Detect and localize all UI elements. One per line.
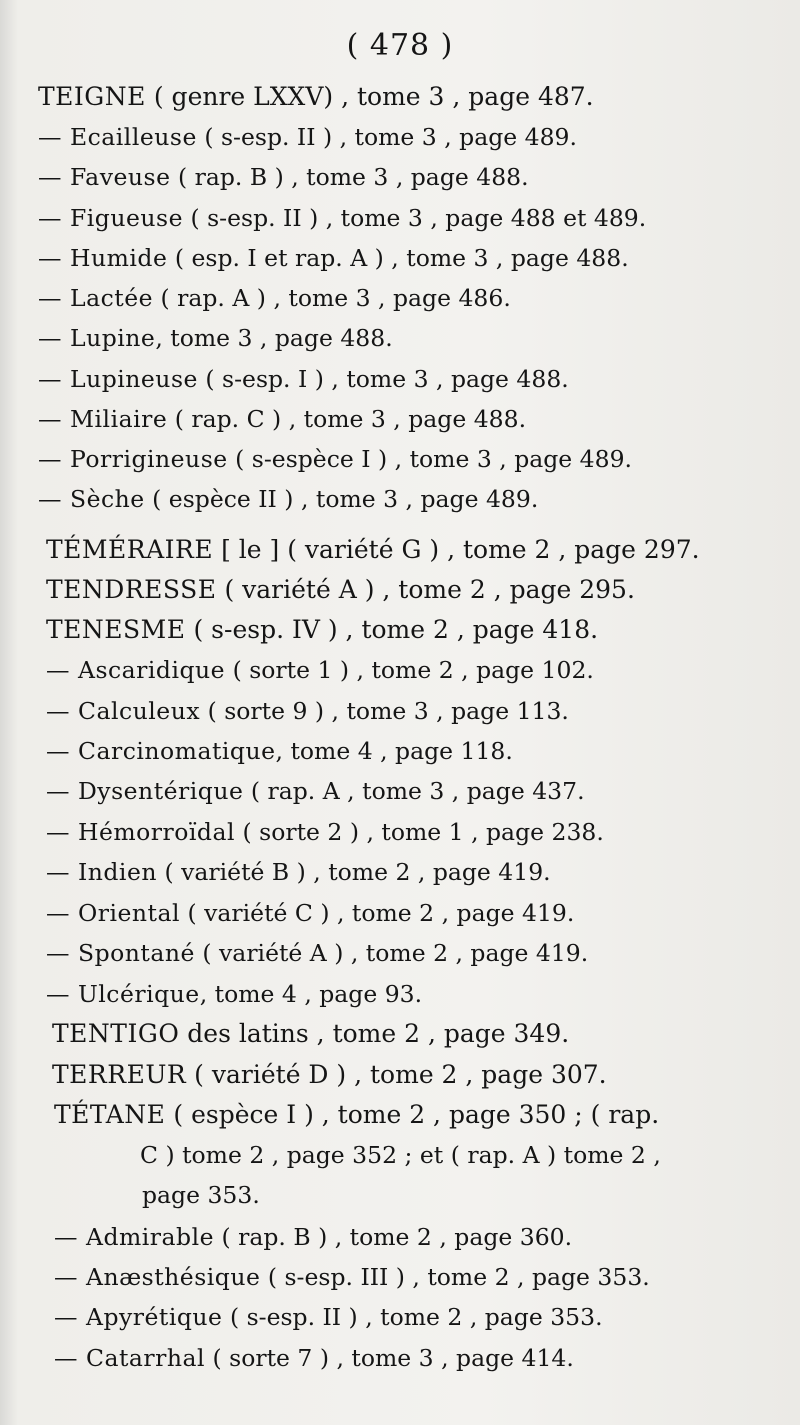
- entry-headword: — Porrigineuse: [38, 445, 228, 473]
- entry-reference: ( sorte 2 ) , tome 1 , page 238.: [242, 818, 604, 846]
- entry-reference: ( sorte 7 ) , tome 3 , page 414.: [212, 1344, 574, 1372]
- entry-headword: — Calculeux: [46, 697, 201, 725]
- entry-headword: — Oriental: [46, 899, 180, 927]
- entry-reference: ( rap. A , tome 3 , page 437.: [250, 777, 585, 805]
- index-entry: [38, 198, 646, 238]
- index-entry: [38, 238, 629, 278]
- entry-headword: — Sèche: [38, 485, 145, 513]
- entry-headword: — Lactée: [38, 284, 154, 312]
- entry-reference: ( variété B ) , tome 2 , page 419.: [164, 858, 551, 886]
- entry-reference: ( s-espèce I ) , tome 3 , page 489.: [235, 445, 632, 473]
- index-entry: [46, 530, 700, 570]
- entry-reference: , tome 4 , page 118.: [275, 737, 513, 765]
- entry-reference: , tome 3 , page 488.: [155, 324, 393, 352]
- entry-reference: ( rap. C ) , tome 3 , page 488.: [174, 405, 527, 433]
- index-entry: [38, 117, 577, 157]
- entry-reference: ( variété A ) , tome 2 , page 419.: [202, 939, 589, 967]
- entry-headword: — Admirable: [54, 1223, 214, 1251]
- entry-headword: TÉMÉRAIRE: [46, 535, 214, 564]
- index-entry: [52, 1014, 569, 1054]
- entry-reference: ( rap. B ) , tome 3 , page 488.: [177, 163, 529, 191]
- entry-reference: ( s-esp. II ) , tome 3 , page 488 et 489.: [190, 204, 647, 232]
- entry-headword: TEIGNE: [38, 82, 146, 111]
- entry-headword: TENDRESSE: [46, 575, 217, 604]
- entry-reference: ( genre LXXV) , tome 3 , page 487.: [153, 82, 594, 111]
- index-entry: [54, 1217, 572, 1257]
- entry-headword: — Anæsthésique: [54, 1263, 261, 1291]
- entry-reference: ( sorte 1 ) , tome 2 , page 102.: [232, 656, 594, 684]
- page-number: ( 478 ): [346, 28, 454, 63]
- entry-reference: ( s-esp. II ) , tome 3 , page 489.: [204, 123, 577, 151]
- entry-headword: — Hémorroïdal: [46, 818, 236, 846]
- index-entry: [38, 278, 511, 318]
- index-entry: [46, 771, 585, 811]
- entry-reference: [ le ] ( variété G ) , tome 2 , page 297.: [221, 535, 700, 564]
- index-entry: [52, 1055, 607, 1095]
- entry-headword: — Apyrétique: [54, 1303, 223, 1331]
- entry-headword: — Indien: [46, 858, 157, 886]
- index-entry: [46, 812, 604, 852]
- index-entry: [46, 691, 569, 731]
- entry-headword: — Lupineuse: [38, 365, 198, 393]
- entry-reference: C ) tome 2 , page 352 ; et ( rap. A ) tome 2 ,: [140, 1141, 661, 1169]
- index-entry: [38, 439, 632, 479]
- entry-headword: — Ascaridique: [46, 656, 226, 684]
- entry-reference: ( espèce I ) , tome 2 , page 350 ; ( rap.: [173, 1100, 660, 1129]
- entry-reference: ( espèce II ) , tome 3 , page 489.: [152, 485, 539, 513]
- entry-reference: ( s-esp. III ) , tome 2 , page 353.: [267, 1263, 650, 1291]
- index-entry: [54, 1338, 574, 1378]
- entry-reference: ( variété C ) , tome 2 , page 419.: [187, 899, 575, 927]
- entry-headword: — Ecailleuse: [38, 123, 197, 151]
- index-entry: [38, 318, 393, 358]
- entry-headword: — Humide: [38, 244, 168, 272]
- entry-reference: ( variété D ) , tome 2 , page 307.: [194, 1060, 607, 1089]
- entry-headword: — Catarrhal: [54, 1344, 206, 1372]
- entry-headword: — Figueuse: [38, 204, 183, 232]
- entry-headword: — Spontané: [46, 939, 195, 967]
- entry-reference: ( s-esp. I ) , tome 3 , page 488.: [205, 365, 569, 393]
- entry-headword: — Dysentérique: [46, 777, 244, 805]
- entry-reference: ( s-esp. II ) , tome 2 , page 353.: [229, 1303, 603, 1331]
- index-entry: [46, 933, 588, 973]
- index-entry: [46, 731, 513, 771]
- index-entry: [38, 77, 594, 117]
- entry-reference: ( esp. I et rap. A ) , tome 3 , page 488.: [174, 244, 629, 272]
- entry-reference: ( variété A ) , tome 2 , page 295.: [224, 575, 635, 604]
- entry-headword: — Carcinomatique: [46, 737, 276, 765]
- entry-headword: — Lupine: [38, 324, 156, 352]
- index-entry: [46, 974, 422, 1014]
- index-entry: [46, 852, 551, 892]
- entry-reference: des latins , tome 2 , page 349.: [187, 1019, 570, 1048]
- entry-reference: ( rap. B ) , tome 2 , page 360.: [221, 1223, 573, 1251]
- entry-headword: — Miliaire: [38, 405, 168, 433]
- entry-headword: — Faveuse: [38, 163, 171, 191]
- index-entry: [46, 650, 594, 690]
- index-entry: [38, 359, 569, 399]
- entry-reference: , tome 4 , page 93.: [199, 980, 423, 1008]
- entry-headword: TENESME: [46, 615, 186, 644]
- index-entry-continuation: [140, 1135, 661, 1175]
- index-entry: [38, 399, 526, 439]
- entry-reference: ( rap. A ) , tome 3 , page 486.: [160, 284, 511, 312]
- entry-reference: ( sorte 9 ) , tome 3 , page 113.: [207, 697, 569, 725]
- index-entry-continuation: [142, 1175, 260, 1215]
- entry-headword: — Ulcérique: [46, 980, 200, 1008]
- index-entry: [38, 479, 538, 519]
- index-entry: [38, 157, 529, 197]
- entry-reference: page 353.: [142, 1181, 260, 1209]
- index-entry: [46, 610, 598, 650]
- entry-reference: ( s-esp. IV ) , tome 2 , page 418.: [193, 615, 599, 644]
- entry-headword: TERREUR: [52, 1060, 187, 1089]
- entry-headword: TENTIGO: [52, 1019, 180, 1048]
- index-entry: [46, 893, 574, 933]
- index-entry: [46, 570, 635, 610]
- entry-headword: TÉTANE: [54, 1100, 166, 1129]
- index-entry: [54, 1095, 659, 1135]
- index-entry: [54, 1297, 603, 1337]
- index-entry: [54, 1257, 650, 1297]
